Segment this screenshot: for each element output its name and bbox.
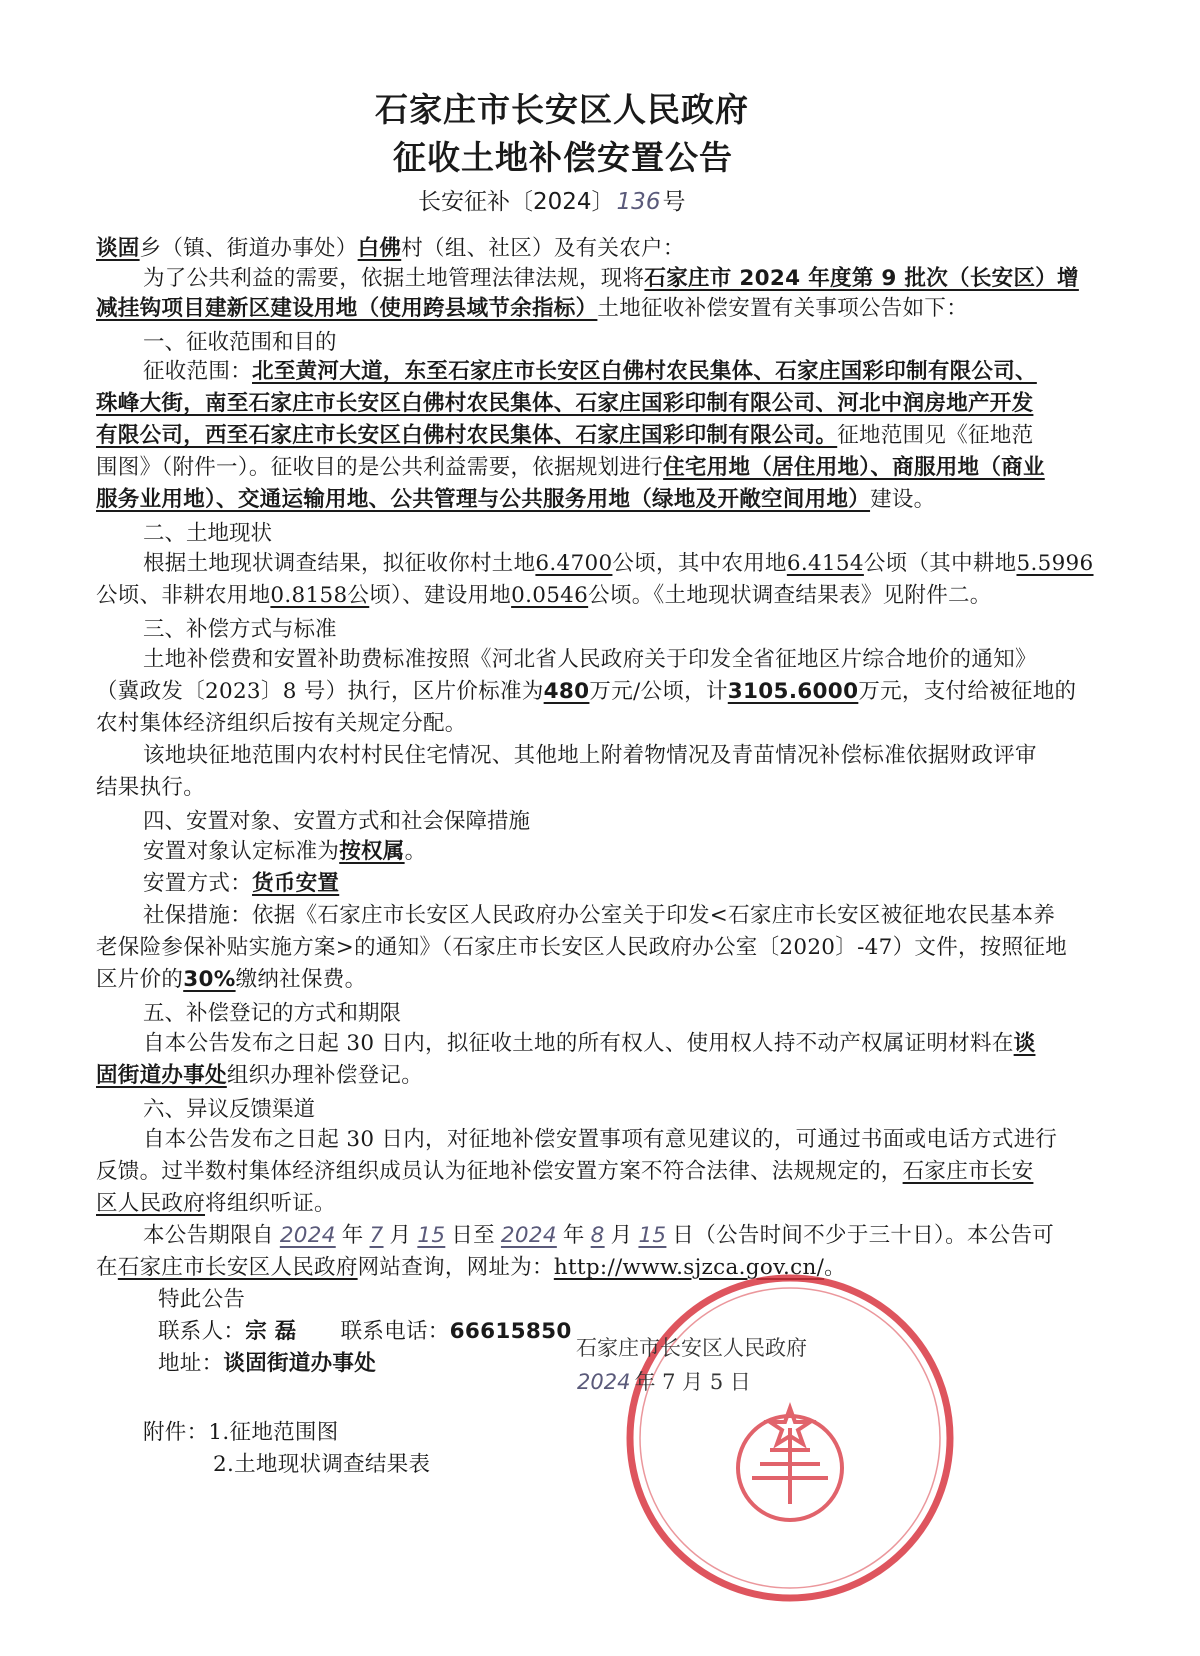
closing-special: 特此公告 bbox=[158, 1287, 246, 1312]
s1-label-scope: 征收范围： bbox=[143, 359, 253, 384]
s2-area-arable: 5.5996 bbox=[1016, 551, 1094, 576]
period-start-year: 2024 bbox=[279, 1223, 336, 1248]
signature-date-text: 年 7 月 5 日 bbox=[634, 1370, 751, 1394]
document-number bbox=[418, 183, 685, 216]
intro-project-name-cont: 减挂钩项目建新区建设用地（使用跨县域节余指标） bbox=[96, 296, 598, 321]
s4-method: 货币安置 bbox=[252, 871, 340, 896]
period-text-e: 。 bbox=[824, 1255, 846, 1280]
section-2-heading: 二、土地现状 bbox=[143, 521, 273, 546]
address-value: 谈固街道办事处 bbox=[223, 1351, 377, 1376]
intro-line-1 bbox=[143, 263, 1079, 295]
section-5-heading: 五、补偿登记的方式和期限 bbox=[143, 1001, 402, 1026]
s4-line-4: 老保险参保补贴实施方案>的通知》（石家庄市长安区人民政府办公室〔2020〕-47）文件，按照征地 bbox=[96, 935, 1068, 960]
s2-text-b: 公顷，其中农用地 bbox=[612, 551, 787, 576]
contact-label: 联系人： bbox=[158, 1319, 246, 1344]
phone-number: 66615850 bbox=[449, 1319, 572, 1344]
s4-rate: 30% bbox=[183, 967, 236, 992]
s1-purpose-text: 围图》（附件一）。征收目的是公共利益需要，依据规划进行 bbox=[96, 455, 664, 480]
s4-line-3: 社保措施：依据《石家庄市长安区人民政府办公室关于印发<石家庄市长安区被征地农民基本养 bbox=[143, 903, 1056, 928]
s2-line-1 bbox=[143, 548, 1094, 580]
s3-line-5: 结果执行。 bbox=[96, 775, 206, 800]
s3-price: 480 bbox=[543, 679, 590, 704]
phone-label: 联系电话： bbox=[340, 1319, 450, 1344]
s5-text-b: 组织办理补偿登记。 bbox=[226, 1063, 424, 1088]
period-year-label-2: 年 bbox=[562, 1223, 585, 1248]
s3-line-1: 土地补偿费和安置补助费标准按照《河北省人民政府关于印发全省征地区片综合地价的通知》 bbox=[143, 647, 1037, 672]
s4-text-b: 。 bbox=[404, 839, 427, 864]
s1-line-5 bbox=[96, 484, 935, 516]
attachment-item-1: 1.征地范围图 bbox=[208, 1420, 339, 1445]
s1-line-4 bbox=[96, 452, 1045, 484]
s5-office-cont: 固街道办事处 bbox=[96, 1063, 227, 1088]
period-start-month: 7 bbox=[369, 1223, 384, 1248]
period-to-label: 日至 bbox=[451, 1223, 495, 1248]
s4-criteria: 按权属 bbox=[339, 839, 405, 864]
section-4-heading: 四、安置对象、安置方式和社会保障措施 bbox=[143, 809, 531, 834]
intro-line-2 bbox=[96, 293, 968, 325]
s2-area-agri: 6.4154 bbox=[786, 551, 864, 576]
period-end-day: 15 bbox=[638, 1223, 667, 1248]
s4-line-1 bbox=[143, 836, 426, 868]
s2-text-f: 公顷。《土地现状调查结果表》见附件二。 bbox=[588, 583, 992, 608]
s6-line-1: 自本公告发布之日起 30 日内，对征地补偿安置事项有意见建议的，可通过书面或电话方式进行 bbox=[143, 1127, 1058, 1152]
addressee-village: 白佛 bbox=[357, 236, 402, 261]
s6-government-cont: 区人民政府 bbox=[96, 1191, 206, 1216]
period-text-c: 在 bbox=[96, 1255, 118, 1280]
signature-date bbox=[573, 1366, 751, 1396]
intro-text: 为了公共利益的需要，依据土地管理法律法规，现将 bbox=[143, 266, 645, 291]
doc-no-prefix: 长安征补〔2024〕 bbox=[418, 189, 615, 215]
s4-text-a: 安置对象认定标准为 bbox=[143, 839, 340, 864]
s3-text-a: （冀政发〔2023〕8 号）执行，区片价标准为 bbox=[96, 679, 544, 704]
attachments-label: 附件： bbox=[143, 1420, 209, 1445]
s2-area-total: 6.4700 bbox=[535, 551, 613, 576]
period-month-label: 月 bbox=[389, 1223, 412, 1248]
s1-scope-text: 北至黄河大道，东至石家庄市长安区白佛村农民集体、石家庄国彩印制有限公司、 bbox=[252, 359, 1037, 384]
address-label: 地址： bbox=[158, 1351, 224, 1376]
s6-text-b: 将组织听证。 bbox=[205, 1191, 336, 1216]
period-text-d: 网站查询，网址为： bbox=[357, 1255, 554, 1280]
addressee-line bbox=[96, 233, 685, 265]
period-start-day: 15 bbox=[417, 1223, 446, 1248]
s1-line-1 bbox=[143, 356, 1037, 388]
website-link[interactable]: http://www.sjzca.gov.cn/ bbox=[553, 1255, 825, 1280]
address-line bbox=[158, 1348, 376, 1380]
s6-line-3 bbox=[96, 1188, 336, 1220]
s5-office: 谈 bbox=[1013, 1031, 1036, 1056]
s1-purpose-end: 建设。 bbox=[870, 487, 936, 512]
s3-text-c: 万元，支付给被征地的 bbox=[858, 679, 1077, 704]
addressee-township: 谈固 bbox=[96, 236, 140, 261]
s2-line-2 bbox=[96, 580, 992, 612]
s5-text-a: 自本公告发布之日起 30 日内，拟征收土地的所有权人、使用权人持不动产权属证明材料在 bbox=[143, 1031, 1014, 1056]
s1-scope-ref: 征地范围见《征地范 bbox=[837, 423, 1034, 448]
doc-no-handwritten: 136 bbox=[616, 189, 661, 215]
period-end-month: 8 bbox=[590, 1223, 605, 1248]
s1-land-use: 住宅用地（居住用地）、商服用地（商业 bbox=[663, 455, 1045, 480]
section-3-heading: 三、补偿方式与标准 bbox=[143, 617, 337, 642]
s2-area-construction: 0.0546 bbox=[511, 583, 589, 608]
s3-line-2 bbox=[96, 676, 1076, 708]
intro-text-cont: 土地征收补偿安置有关事项公告如下： bbox=[597, 296, 969, 321]
addressee-township-suffix: 乡（镇、街道办事处） bbox=[139, 236, 358, 261]
signature-year-handwritten: 2024 bbox=[577, 1370, 631, 1394]
title-line-1: 石家庄市长安区人民政府 bbox=[375, 90, 749, 129]
attachment-item-2: 2.土地现状调查结果表 bbox=[213, 1452, 431, 1477]
s4-line-2 bbox=[143, 868, 339, 900]
s2-text-c: 公顷（其中耕地 bbox=[863, 551, 1017, 576]
intro-project-name: 石家庄市 2024 年度第 9 批次（长安区）增 bbox=[644, 266, 1079, 291]
s4-text-c: 安置方式： bbox=[143, 871, 253, 896]
period-year-label: 年 bbox=[341, 1223, 364, 1248]
attachments-line-1 bbox=[143, 1417, 339, 1449]
section-6-heading: 六、异议反馈渠道 bbox=[143, 1097, 316, 1122]
s2-text-a: 根据土地现状调查结果，拟征收你村土地 bbox=[143, 551, 536, 576]
signature-org: 石家庄市长安区人民政府 bbox=[576, 1336, 807, 1360]
s6-government: 石家庄市长安 bbox=[902, 1159, 1034, 1184]
period-text-b: 日（公告时间不少于三十日）。本公告可 bbox=[672, 1223, 1055, 1248]
s1-line-3 bbox=[96, 420, 1033, 452]
s4-text-e: 缴纳社保费。 bbox=[235, 967, 367, 992]
national-emblem-icon bbox=[738, 1408, 842, 1520]
s3-text-b: 万元/公顷，计 bbox=[589, 679, 728, 704]
s1-line-2: 珠峰大街，南至石家庄市长安区白佛村农民集体、石家庄国彩印制有限公司、河北中润房地产开发 bbox=[96, 391, 1034, 416]
s3-line-3: 农村集体经济组织后按有关规定分配。 bbox=[96, 711, 467, 736]
s3-total: 3105.6000 bbox=[727, 679, 859, 704]
s4-text-d: 区片价的 bbox=[96, 967, 184, 992]
period-end-year: 2024 bbox=[500, 1223, 557, 1248]
s2-text-d: 公顷、非耕农用地 bbox=[96, 583, 271, 608]
title-line-2: 征收土地补偿安置公告 bbox=[393, 138, 733, 177]
s3-line-4: 该地块征地范围内农村村民住宅情况、其他地上附着物情况及青苗情况补偿标准依据财政评审 bbox=[143, 743, 1037, 768]
period-line-1 bbox=[143, 1220, 1054, 1252]
doc-no-suffix: 号 bbox=[662, 189, 686, 215]
addressee-village-suffix: 村（组、社区）及有关农户： bbox=[401, 236, 685, 261]
s5-line-1 bbox=[143, 1028, 1035, 1060]
s6-text-a: 反馈。过半数村集体经济组织成员认为征地补偿安置方案不符合法律、法规规定的， bbox=[96, 1159, 903, 1184]
s1-scope-text-end: 有限公司，西至石家庄市长安区白佛村农民集体、石家庄国彩印制有限公司。 bbox=[96, 423, 838, 448]
s5-line-2 bbox=[96, 1060, 423, 1092]
s2-text-e: 顷）、建设用地 bbox=[369, 583, 512, 608]
section-1-heading: 一、征收范围和目的 bbox=[143, 330, 337, 355]
s2-area-nonarable: 0.8158公 bbox=[270, 583, 370, 608]
s6-line-2 bbox=[96, 1156, 1033, 1188]
period-month-label-2: 月 bbox=[610, 1223, 633, 1248]
period-government: 石家庄市长安区人民政府 bbox=[117, 1255, 358, 1280]
contact-name: 宗 磊 bbox=[245, 1319, 297, 1344]
period-text-a: 本公告期限自 bbox=[143, 1223, 274, 1248]
s1-land-use-cont: 服务业用地）、交通运输用地、公共管理与公共服务用地（绿地及开敞空间用地） bbox=[96, 487, 871, 512]
s4-line-5 bbox=[96, 964, 366, 996]
official-seal bbox=[620, 1268, 960, 1608]
contact-line bbox=[158, 1316, 572, 1348]
